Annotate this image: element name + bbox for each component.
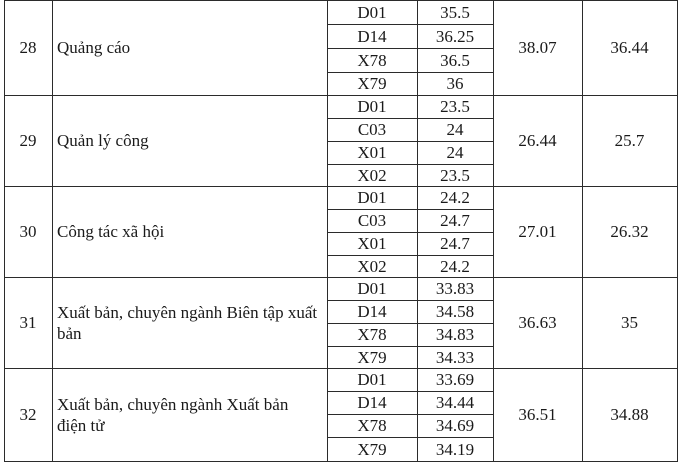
sub-row-divider bbox=[327, 437, 493, 438]
subject-combo-score: 34.44 bbox=[435, 393, 475, 412]
column-divider bbox=[4, 0, 5, 462]
subject-combo-score: 24.2 bbox=[440, 256, 470, 276]
row-number: 31 bbox=[19, 313, 37, 332]
sub-row-divider bbox=[327, 346, 493, 347]
subject-combo-code: X78 bbox=[357, 50, 387, 70]
subject-combo-code: D01 bbox=[357, 370, 387, 389]
row-divider bbox=[4, 0, 677, 1]
score-column-b: 26.32 bbox=[610, 222, 649, 241]
subject-combo-score: 24.2 bbox=[440, 188, 470, 207]
score-column-b: 34.88 bbox=[610, 405, 649, 424]
sub-row-divider bbox=[327, 391, 493, 392]
score-column-a: 36.51 bbox=[518, 405, 557, 424]
sub-row-divider bbox=[327, 72, 493, 73]
sub-row-divider bbox=[327, 232, 493, 233]
subject-combo-code: X79 bbox=[357, 74, 387, 93]
row-number: 30 bbox=[19, 222, 37, 241]
subject-combo-score: 24 bbox=[446, 120, 464, 139]
subject-combo-code: C03 bbox=[357, 211, 387, 230]
subject-combo-score: 23.5 bbox=[440, 165, 470, 185]
subject-combo-score: 33.83 bbox=[435, 279, 475, 298]
program-name: Xuất bản, chuyên ngành Xuất bản điện tử bbox=[57, 394, 289, 435]
row-divider bbox=[4, 277, 677, 278]
subject-combo-score: 33.69 bbox=[435, 370, 475, 389]
row-divider bbox=[4, 95, 677, 96]
program-name: Xuất bản, chuyên ngành Biên tập xuất bản bbox=[57, 302, 318, 343]
row-divider bbox=[4, 186, 677, 187]
subject-combo-code: D01 bbox=[357, 97, 387, 116]
subject-combo-score: 24.7 bbox=[440, 211, 470, 230]
subject-combo-code: D14 bbox=[357, 26, 387, 46]
subject-combo-code: X02 bbox=[357, 256, 387, 276]
sub-row-divider bbox=[327, 48, 493, 49]
subject-combo-code: X79 bbox=[357, 439, 387, 459]
subject-combo-code: D14 bbox=[357, 393, 387, 412]
program-name: Quảng cáo bbox=[57, 38, 131, 57]
subject-combo-code: D01 bbox=[357, 279, 387, 298]
subject-combo-score: 24 bbox=[446, 143, 464, 162]
column-divider bbox=[582, 0, 583, 462]
sub-row-divider bbox=[327, 209, 493, 210]
subject-combo-score: 34.83 bbox=[435, 325, 475, 344]
subject-combo-score: 36.25 bbox=[435, 26, 475, 46]
sub-row-divider bbox=[327, 164, 493, 165]
subject-combo-code: X02 bbox=[357, 165, 387, 185]
row-number: 28 bbox=[19, 38, 37, 57]
score-column-a: 38.07 bbox=[518, 38, 557, 57]
sub-row-divider bbox=[327, 24, 493, 25]
subject-combo-score: 34.69 bbox=[435, 416, 475, 435]
subject-combo-score: 35.5 bbox=[440, 2, 470, 22]
score-column-b: 36.44 bbox=[610, 38, 649, 57]
subject-combo-code: D01 bbox=[357, 2, 387, 22]
program-name: Công tác xã hội bbox=[57, 222, 165, 241]
sub-row-divider bbox=[327, 141, 493, 142]
score-column-b: 35 bbox=[621, 313, 638, 332]
subject-combo-code: D01 bbox=[357, 188, 387, 207]
subject-combo-code: X79 bbox=[357, 347, 387, 367]
subject-combo-code: X01 bbox=[357, 143, 387, 162]
sub-row-divider bbox=[327, 414, 493, 415]
subject-combo-score: 36 bbox=[446, 74, 464, 93]
sub-row-divider bbox=[327, 118, 493, 119]
row-divider bbox=[4, 461, 677, 462]
subject-combo-score: 23.5 bbox=[440, 97, 470, 116]
subject-combo-score: 34.33 bbox=[435, 347, 475, 367]
row-divider bbox=[4, 368, 677, 369]
subject-combo-score: 36.5 bbox=[440, 50, 470, 70]
subject-combo-score: 24.7 bbox=[440, 234, 470, 253]
subject-combo-code: X78 bbox=[357, 416, 387, 435]
sub-row-divider bbox=[327, 300, 493, 301]
subject-combo-code: X78 bbox=[357, 325, 387, 344]
sub-row-divider bbox=[327, 255, 493, 256]
score-column-a: 36.63 bbox=[518, 313, 557, 332]
sub-row-divider bbox=[327, 323, 493, 324]
column-divider bbox=[493, 0, 494, 462]
row-number: 32 bbox=[19, 405, 37, 424]
column-divider bbox=[677, 0, 678, 462]
program-name: Quản lý công bbox=[57, 131, 149, 150]
column-divider bbox=[417, 0, 418, 462]
column-divider bbox=[327, 0, 328, 462]
subject-combo-code: C03 bbox=[357, 120, 387, 139]
score-column-a: 27.01 bbox=[518, 222, 557, 241]
subject-combo-score: 34.58 bbox=[435, 302, 475, 321]
column-divider bbox=[52, 0, 53, 462]
score-column-a: 26.44 bbox=[518, 131, 557, 150]
subject-combo-score: 34.19 bbox=[435, 439, 475, 459]
row-number: 29 bbox=[19, 131, 37, 150]
subject-combo-code: D14 bbox=[357, 302, 387, 321]
score-column-b: 25.7 bbox=[614, 131, 645, 150]
subject-combo-code: X01 bbox=[357, 234, 387, 253]
